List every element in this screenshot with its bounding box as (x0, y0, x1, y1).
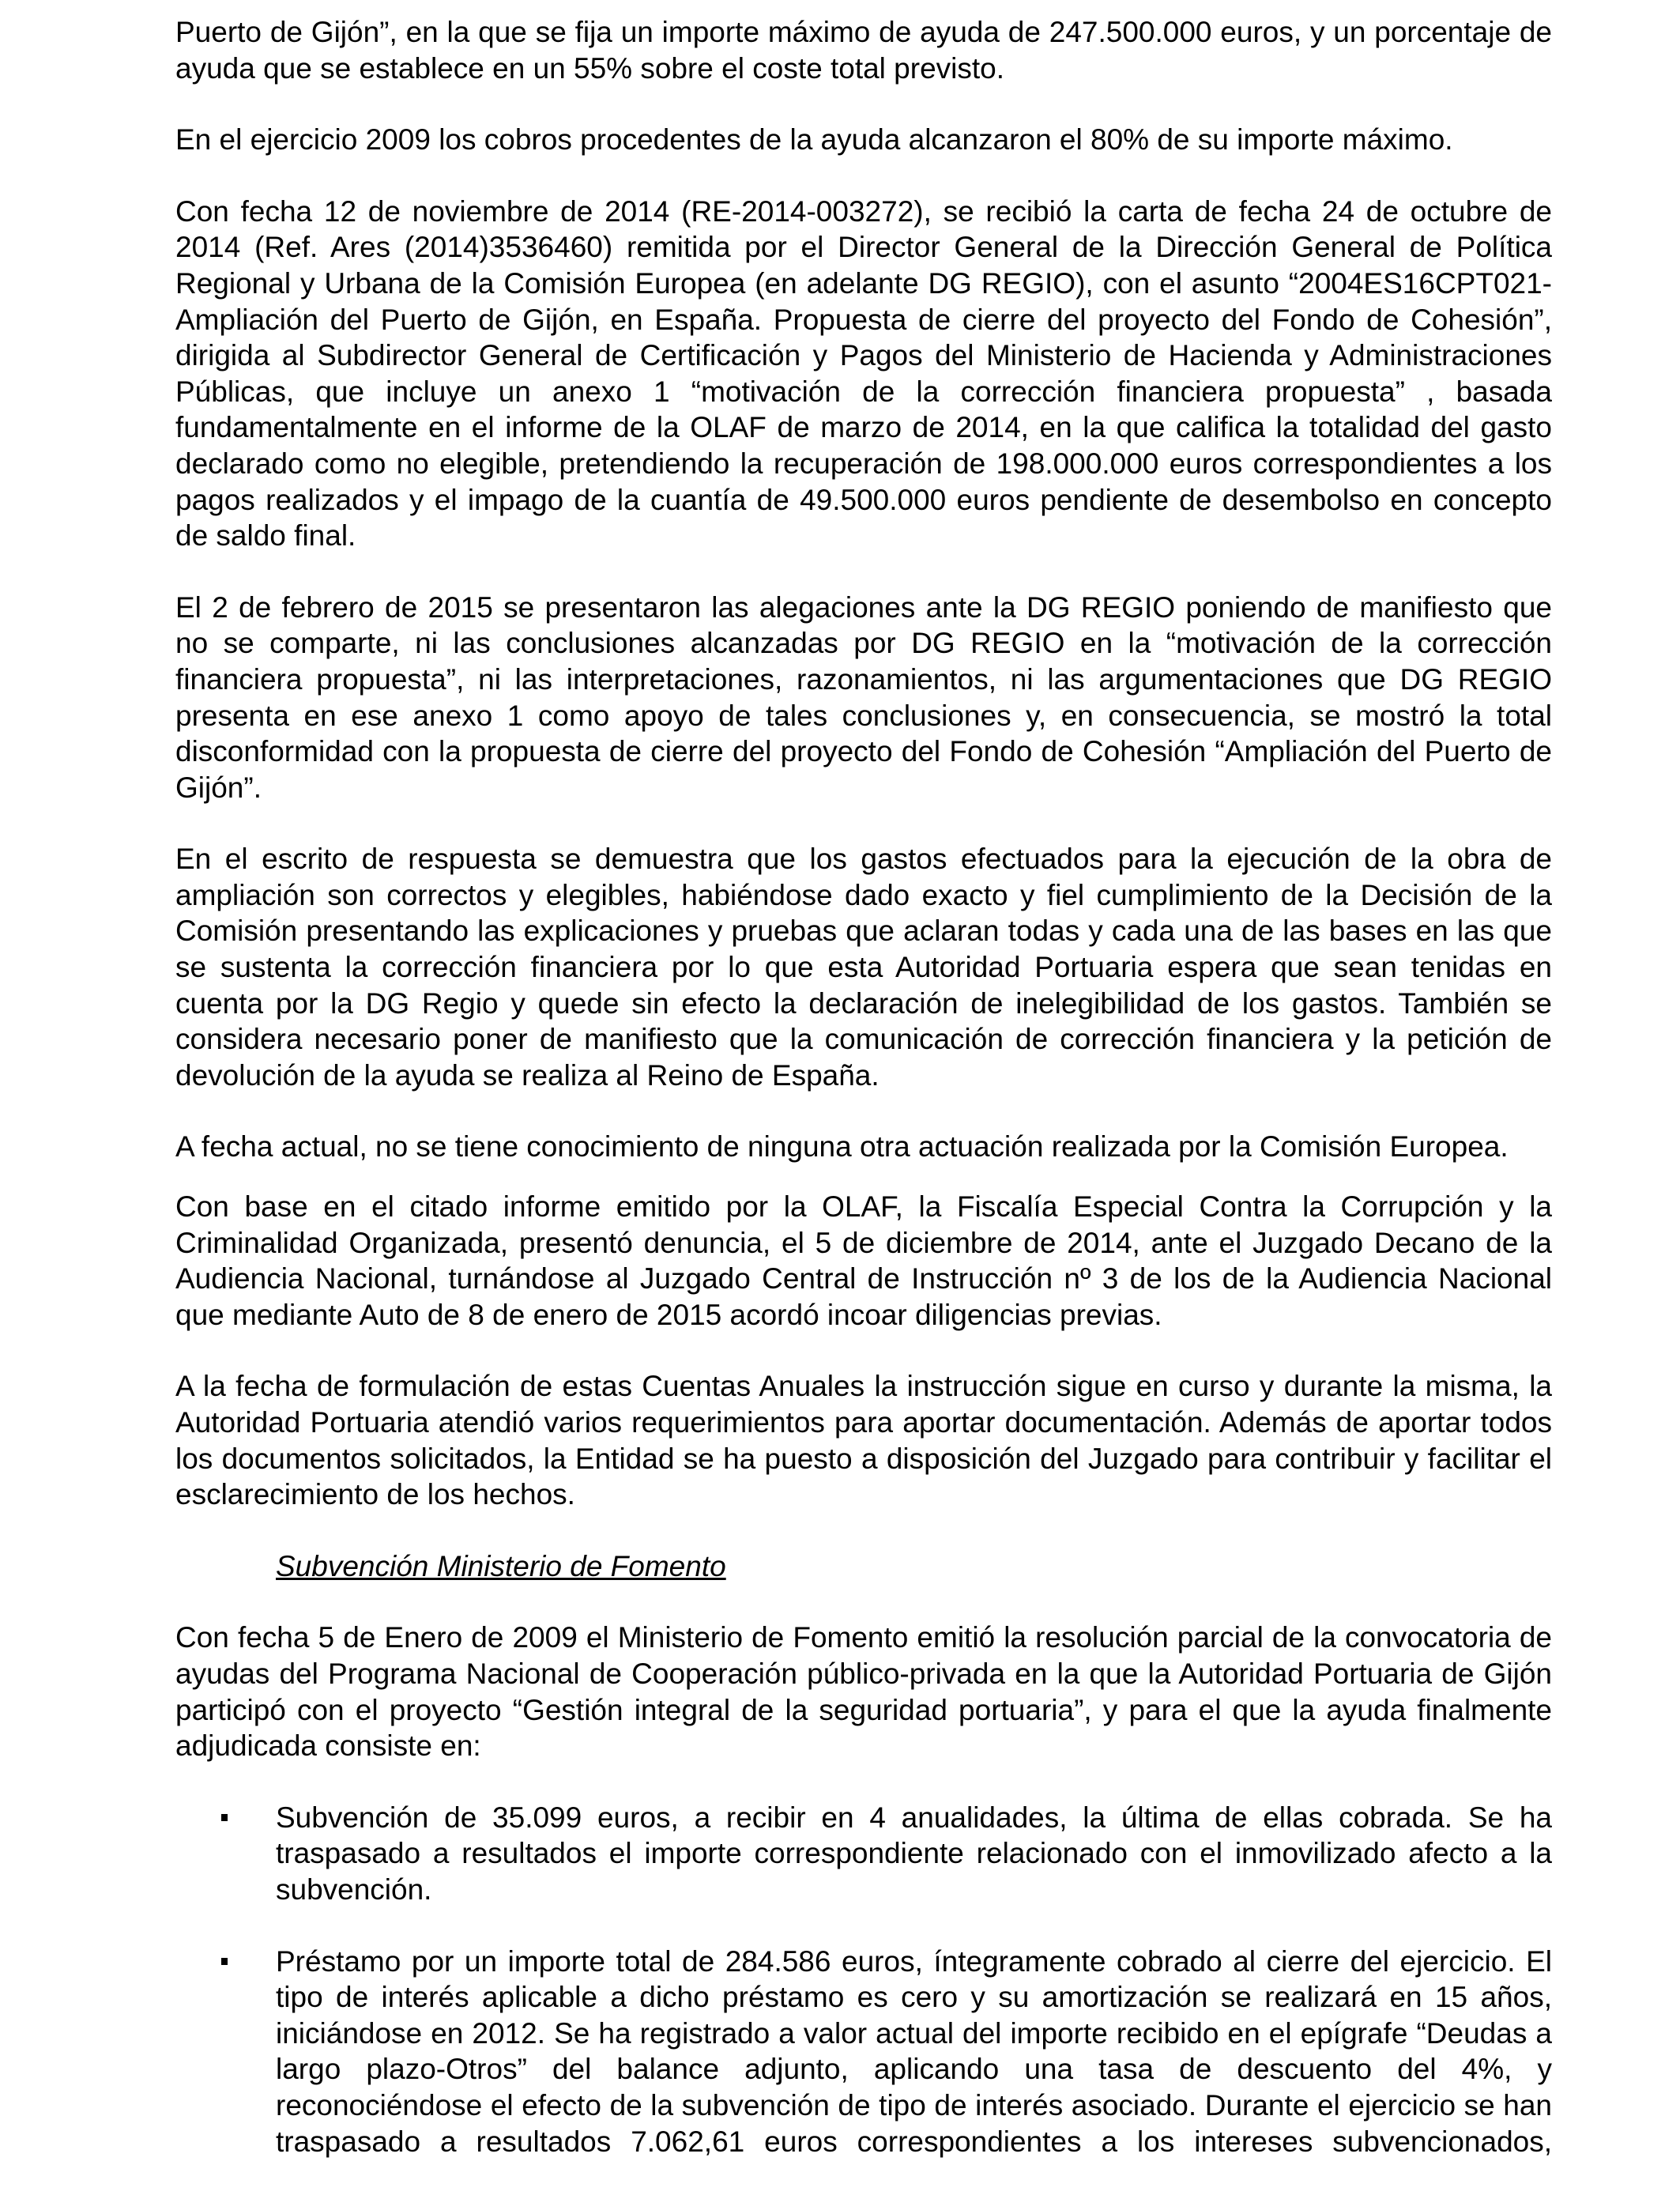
paragraph-fondo-cohesion-importe: Puerto de Gijón”, en la que se fija un importe máximo de ayuda de 247.500.000 euros, y un porcentaje de ayuda que se establece en un 55% sobre el coste total previsto. (175, 16, 1552, 85)
ayuda-list (175, 1800, 1552, 2159)
list-item-text: Préstamo por un importe total de 284.586 euros, íntegramente cobrado al cierre del ejercicio. El tipo de interés aplicable a dicho préstamo es cero y su amortización se realizará en 15 años, iniciándose en 2012. Se ha registrado a valor actual del importe recibido en el epígrafe “Deudas a largo plazo-Otros” del balance adjunto, aplicando una tasa de descuento del 4%, y reconociéndose el efecto de la subvención de tipo de interés asociado. Durante el ejercicio se han traspasado a resultados 7.062,61 euros correspondientes a los intereses subvencionados, (276, 1944, 1552, 2158)
paragraph-carta-dg-regio: Con fecha 12 de noviembre de 2014 (RE-2014-003272), se recibió la carta de fecha 24 de octubre de 2014 (Ref. Ares (2014)3536460) remitida por el Director General de la Dirección General de Política Regional y Urbana de la Comisión Europea (en adelante DG REGIO), con el asunto “2004ES16CPT021-Ampliación del Puerto de Gijón, en España. Propuesta de cierre del proyecto del Fondo de Cohesión”, dirigida al Subdirector General de Certificación y Pagos del Ministerio de Hacienda y Administraciones Públicas, que incluye un anexo 1 “motivación de la corrección financiera propuesta” , basada fundamentalmente en el informe de la OLAF de marzo de 2014, en la que califica la totalidad del gasto declarado como no elegible, pretendiendo la recuperación de 198.000.000 euros correspondientes a los pagos realizados y el impago de la cuantía de 49.500.000 euros pendiente de desembolso en concepto de saldo final. (175, 194, 1552, 553)
paragraph-alegaciones: El 2 de febrero de 2015 se presentaron las alegaciones ante la DG REGIO poniendo de manifiesto que no se comparte, ni las conclusiones alcanzadas por DG REGIO en la “motivación de la corrección financiera propuesta”, ni las interpretaciones, razonamientos, ni las argumentaciones que DG REGIO presenta en ese anexo 1 como apoyo de tales conclusiones y, en consecuencia, se mostró la total disconformidad con la propuesta de cierre del proyecto del Fondo de Cohesión “Ampliación del Puerto de Gijón”. (175, 590, 1552, 804)
square-bullet-icon (221, 1958, 228, 1965)
square-bullet-icon (221, 1814, 228, 1821)
paragraph-cobros-2009: En el ejercicio 2009 los cobros procedentes de la ayuda alcanzaron el 80% de su importe máximo. (175, 123, 1453, 157)
list-item-text: Subvención de 35.099 euros, a recibir en 4 anualidades, la última de ellas cobrada. Se ha traspasado a resultados el importe correspondiente relacionado con el inmovilizado afecto a la subvención. (276, 1801, 1552, 1906)
list-item-subvencion (175, 1800, 1552, 1908)
document-page (175, 14, 1552, 2195)
list-item-prestamo (175, 1944, 1552, 2160)
paragraph-fecha-actual: A fecha actual, no se tiene conocimiento de ninguna otra actuación realizada por la Comisión Europea. (175, 1130, 1509, 1164)
section-heading-subvencion-fomento: Subvención Ministerio de Fomento (276, 1549, 726, 1582)
paragraph-resolucion-fomento: Con fecha 5 de Enero de 2009 el Ministerio de Fomento emitió la resolución parcial de la convocatoria de ayudas del Programa Nacional de Cooperación público-privada en la que la Autoridad Portuaria de Gijón participó con el proyecto “Gestión integral de la seguridad portuaria”, y para el que la ayuda finalmente adjudicada consiste en: (175, 1621, 1552, 1763)
paragraph-denuncia-fiscalia: Con base en el citado informe emitido por la OLAF, la Fiscalía Especial Contra la Corrupción y la Criminalidad Organizada, presentó denuncia, el 5 de diciembre de 2014, ante el Juzgado Decano de la Audiencia Nacional, turnándose al Juzgado Central de Instrucción nº 3 de los de la Audiencia Nacional que mediante Auto de 8 de enero de 2015 acordó incoar diligencias previas. (175, 1190, 1552, 1331)
paragraph-instruccion-en-curso: A la fecha de formulación de estas Cuentas Anuales la instrucción sigue en curso y durante la misma, la Autoridad Portuaria atendió varios requerimientos para aportar documentación. Además de aportar todos los documentos solicitados, la Entidad se ha puesto a disposición del Juzgado para contribuir y facilitar el esclarecimiento de los hechos. (175, 1370, 1552, 1511)
paragraph-escrito-respuesta: En el escrito de respuesta se demuestra que los gastos efectuados para la ejecución de la obra de ampliación son correctos y elegibles, habiéndose dado exacto y fiel cumplimiento de la Decisión de la Comisión presentando las explicaciones y pruebas que aclaran todas y cada una de las bases en las que se sustenta la corrección financiera por lo que esta Autoridad Portuaria espera que sean tenidas en cuenta por la DG Regio y quede sin efecto la declaración de inelegibilidad de los gastos. También se considera necesario poner de manifiesto que la comunicación de corrección financiera y la petición de devolución de la ayuda se realiza al Reino de España. (175, 843, 1552, 1092)
